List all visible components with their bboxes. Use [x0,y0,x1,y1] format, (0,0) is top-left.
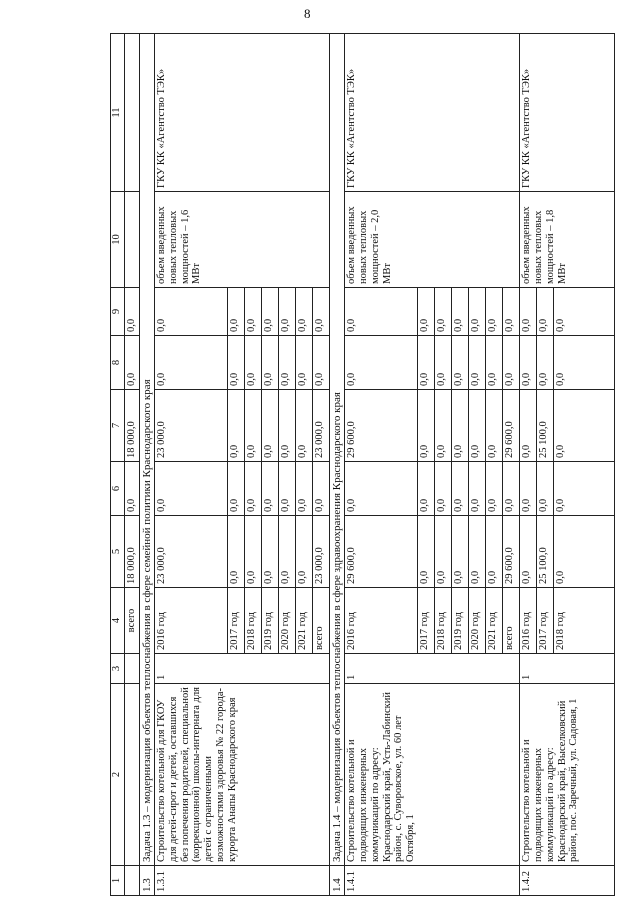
value-cell: 0,0 [262,390,279,462]
column-header: 2 [111,684,125,866]
empty-cell [125,866,140,896]
task-code: 1.3 [139,866,154,896]
value-cell: 0,0 [554,336,615,390]
value-cell: 0,0 [469,516,486,588]
year-cell: всего [125,588,140,654]
year-cell: 2018 год [554,588,615,654]
year-cell: всего [503,588,520,654]
year-cell: 2020 год [279,588,296,654]
column-header: 4 [111,588,125,654]
page-number: 8 [304,6,311,21]
value-cell: 23 000,0 [313,390,330,462]
value-cell: 0,0 [452,462,469,516]
value-cell: 0,0 [296,288,313,336]
column-header: 11 [111,34,125,192]
value-cell: 0,0 [296,462,313,516]
empty-cell [125,684,140,866]
value-cell: 0,0 [486,288,503,336]
value-cell: 0,0 [452,516,469,588]
value-cell: 0,0 [245,336,262,390]
value-cell: 0,0 [279,516,296,588]
value-cell: 0,0 [228,390,245,462]
item-code: 1.4.1 [345,866,520,896]
value-cell: 29 600,0 [503,516,520,588]
value-cell: 0,0 [228,336,245,390]
column-header: 6 [111,462,125,516]
item-code: 1.3.1 [155,866,330,896]
empty-cell [125,34,140,192]
value-cell: 0,0 [503,336,520,390]
year-cell: 2020 год [469,588,486,654]
value-cell: 0,0 [296,336,313,390]
value-cell: 23 000,0 [155,390,228,462]
value-cell: 0,0 [418,390,435,462]
item-status: 1 [520,654,615,684]
value-cell: 0,0 [452,390,469,462]
column-header: 1 [111,866,125,896]
task-code: 1.4 [330,866,345,896]
year-cell: 2017 год [537,588,554,654]
value-cell: 0,0 [520,288,537,336]
rotated-table-container [110,34,612,896]
value-cell: 0,0 [469,336,486,390]
value-cell: 0,0 [345,336,418,390]
year-cell: 2019 год [452,588,469,654]
value-cell: 29 600,0 [503,390,520,462]
table-row [139,34,154,896]
value-cell: 0,0 [469,288,486,336]
column-header: 5 [111,516,125,588]
year-cell: 2017 год [418,588,435,654]
value-cell: 29 600,0 [345,390,418,462]
item-name: Строительство котельной и подводящих инженерных коммуникаций по адресу: Краснодарский край, Выселковский район, пос. Заречный, ул. Садовая, 1 [520,684,615,866]
value-cell: 0,0 [503,462,520,516]
item-status: 1 [155,654,330,684]
value-cell: 0,0 [279,336,296,390]
value-cell: 0,0 [228,516,245,588]
value-cell: 0,0 [435,390,452,462]
table-row [330,34,345,896]
table-row [111,34,125,896]
value-cell: 0,0 [469,390,486,462]
value-cell: 0,0 [279,390,296,462]
task-title: Задача 1.4 – модернизация объектов теплоснабжения в сфере здравоохранения Краснодарского края [330,34,345,866]
column-header: 3 [111,654,125,684]
value-cell: 0,0 [125,288,140,336]
year-cell: 2017 год [228,588,245,654]
item-status: 1 [345,654,520,684]
value-cell: 25 100,0 [537,390,554,462]
value-cell: 0,0 [296,516,313,588]
value-cell: 0,0 [435,462,452,516]
column-header: 9 [111,288,125,336]
value-cell: 0,0 [537,336,554,390]
table-row [520,34,537,896]
item-executor: ГКУ КК «Агентство ТЭК» [155,34,330,192]
value-cell: 0,0 [296,390,313,462]
value-cell: 0,0 [155,336,228,390]
value-cell: 0,0 [520,336,537,390]
year-cell: 2016 год [520,588,537,654]
value-cell: 0,0 [125,336,140,390]
year-cell: 2016 год [155,588,228,654]
column-header: 10 [111,192,125,288]
year-cell: 2016 год [345,588,418,654]
value-cell: 0,0 [469,462,486,516]
value-cell: 0,0 [313,288,330,336]
value-cell: 0,0 [245,462,262,516]
value-cell: 0,0 [279,462,296,516]
item-name: Строительство котельной и подводящих инженерных коммуникаций по адресу: Краснодарский край, Усть-Лабинский район, с. Суворовское, ул. 60 лет Октября, 1 [345,684,520,866]
value-cell: 0,0 [245,390,262,462]
item-executor: ГКУ КК «Агентство ТЭК» [520,34,615,192]
value-cell: 29 600,0 [345,516,418,588]
column-header: 7 [111,390,125,462]
value-cell: 0,0 [228,288,245,336]
item-code: 1.4.2 [520,866,615,896]
table-row [155,34,228,896]
item-result: объем введенных новых тепловых мощностей – 1,8 МВт [520,192,615,288]
year-cell: всего [313,588,330,654]
value-cell: 0,0 [262,288,279,336]
value-cell: 0,0 [554,462,615,516]
value-cell: 0,0 [503,288,520,336]
year-cell: 2019 год [262,588,279,654]
year-cell: 2021 год [296,588,313,654]
table-row [125,34,140,896]
value-cell: 0,0 [520,462,537,516]
value-cell: 0,0 [554,288,615,336]
value-cell: 0,0 [125,462,140,516]
value-cell: 0,0 [418,462,435,516]
value-cell: 18 000,0 [125,516,140,588]
year-cell: 2021 год [486,588,503,654]
value-cell: 0,0 [554,390,615,462]
value-cell: 0,0 [345,288,418,336]
program-table [110,33,615,896]
value-cell: 25 100,0 [537,516,554,588]
value-cell: 0,0 [245,516,262,588]
empty-cell [125,192,140,288]
value-cell: 18 000,0 [125,390,140,462]
column-header: 8 [111,336,125,390]
value-cell: 0,0 [435,336,452,390]
value-cell: 0,0 [262,516,279,588]
value-cell: 0,0 [418,516,435,588]
value-cell: 0,0 [435,516,452,588]
value-cell: 0,0 [262,462,279,516]
value-cell: 0,0 [245,288,262,336]
value-cell: 0,0 [486,462,503,516]
value-cell: 23 000,0 [155,516,228,588]
value-cell: 0,0 [313,462,330,516]
value-cell: 0,0 [279,288,296,336]
item-executor: ГКУ КК «Агентство ТЭК» [345,34,520,192]
value-cell: 0,0 [262,336,279,390]
year-cell: 2018 год [435,588,452,654]
value-cell: 0,0 [452,288,469,336]
value-cell: 23 000,0 [313,516,330,588]
value-cell: 0,0 [486,390,503,462]
item-name: Строительство котельной для ГКОУ для детей-сирот и детей, оставшихся без попечения родителей, специальной (коррекционной) школы-интерната для детей с ограниченными возможностями здоровья № 22 города-курорта Анапы Краснодарского края [155,684,330,866]
value-cell: 0,0 [418,288,435,336]
value-cell: 0,0 [418,336,435,390]
value-cell: 0,0 [537,288,554,336]
value-cell: 0,0 [486,516,503,588]
year-cell: 2018 год [245,588,262,654]
value-cell: 0,0 [345,462,418,516]
item-result: объем введенных новых тепловых мощностей – 2,0 МВт [345,192,520,288]
value-cell: 0,0 [537,462,554,516]
value-cell: 0,0 [313,336,330,390]
value-cell: 0,0 [554,516,615,588]
table-row [345,34,418,896]
value-cell: 0,0 [520,516,537,588]
value-cell: 0,0 [435,288,452,336]
value-cell: 0,0 [228,462,245,516]
value-cell: 0,0 [520,390,537,462]
task-title: Задача 1.3 – модернизация объектов теплоснабжения в сфере семейной политики Краснодарского края [139,34,154,866]
value-cell: 0,0 [155,462,228,516]
item-result: объем введенных новых тепловых мощностей – 1,6 МВт [155,192,330,288]
empty-cell [125,654,140,684]
value-cell: 0,0 [155,288,228,336]
value-cell: 0,0 [486,336,503,390]
value-cell: 0,0 [452,336,469,390]
